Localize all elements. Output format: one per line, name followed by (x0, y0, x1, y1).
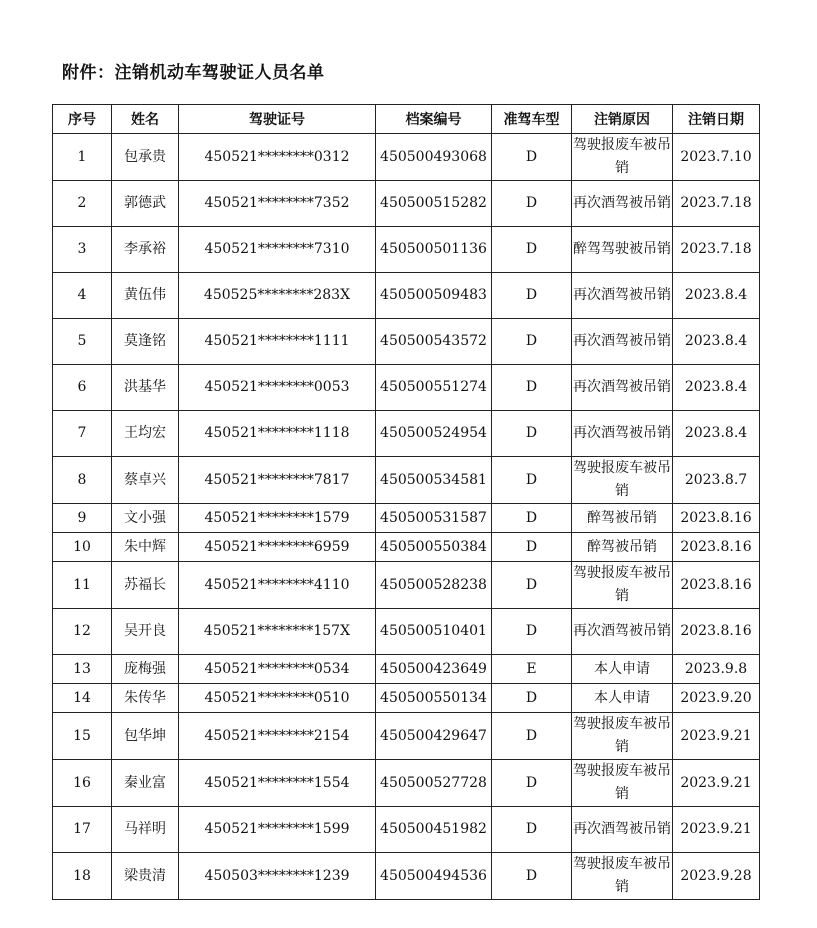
cell-file-no: 450500524954 (376, 411, 492, 457)
cell-reason: 再次酒驾被吊销 (572, 807, 673, 853)
cell-no: 6 (53, 365, 112, 411)
cell-date: 2023.7.18 (673, 227, 760, 273)
table-row (53, 684, 760, 713)
table-row (53, 273, 760, 319)
cell-reason: 驾驶报废车被吊销 (572, 457, 673, 504)
cell-license: 450521********0312 (179, 134, 376, 181)
cell-file-no: 450500494536 (376, 853, 492, 900)
cell-vehicle-class: D (492, 807, 572, 853)
cell-no: 7 (53, 411, 112, 457)
cell-name: 苏福长 (112, 562, 179, 609)
table-row (53, 807, 760, 853)
cell-file-no: 450500551274 (376, 365, 492, 411)
table-row (53, 609, 760, 655)
cell-name: 朱中辉 (112, 533, 179, 562)
table-row (53, 457, 760, 504)
cell-date: 2023.8.4 (673, 319, 760, 365)
cell-name: 朱传华 (112, 684, 179, 713)
cell-name: 洪基华 (112, 365, 179, 411)
cell-no: 5 (53, 319, 112, 365)
cell-file-no: 450500429647 (376, 713, 492, 760)
cell-vehicle-class: D (492, 562, 572, 609)
cell-vehicle-class: D (492, 365, 572, 411)
cell-no: 10 (53, 533, 112, 562)
cell-vehicle-class: D (492, 457, 572, 504)
cell-no: 18 (53, 853, 112, 900)
header-file-no: 档案编号 (376, 105, 492, 134)
cell-no: 13 (53, 655, 112, 684)
cell-vehicle-class: D (492, 273, 572, 319)
cell-file-no: 450500515282 (376, 181, 492, 227)
cell-vehicle-class: D (492, 853, 572, 900)
cell-file-no: 450500534581 (376, 457, 492, 504)
cell-date: 2023.8.7 (673, 457, 760, 504)
cell-name: 王均宏 (112, 411, 179, 457)
cell-date: 2023.8.4 (673, 273, 760, 319)
cell-reason: 本人申请 (572, 655, 673, 684)
cell-file-no: 450500543572 (376, 319, 492, 365)
cell-license: 450503********1239 (179, 853, 376, 900)
cell-license: 450521********0053 (179, 365, 376, 411)
table-row (53, 227, 760, 273)
cell-name: 秦业富 (112, 760, 179, 807)
cell-date: 2023.9.8 (673, 655, 760, 684)
table-row (53, 411, 760, 457)
page-title: 附件：注销机动车驾驶证人员名单 (62, 63, 325, 83)
header-name: 姓名 (112, 105, 179, 134)
cell-no: 12 (53, 609, 112, 655)
table-row (53, 760, 760, 807)
cell-reason: 驾驶报废车被吊销 (572, 853, 673, 900)
cell-name: 蔡卓兴 (112, 457, 179, 504)
cell-license: 450521********1554 (179, 760, 376, 807)
cell-date: 2023.7.10 (673, 134, 760, 181)
header-no: 序号 (53, 105, 112, 134)
cell-name: 包华坤 (112, 713, 179, 760)
cell-license: 450521********4110 (179, 562, 376, 609)
table-row (53, 853, 760, 900)
table-row (53, 319, 760, 365)
cell-no: 11 (53, 562, 112, 609)
table-row (53, 365, 760, 411)
cell-name: 吴开良 (112, 609, 179, 655)
cell-license: 450521********2154 (179, 713, 376, 760)
revocation-table (52, 104, 760, 900)
cell-vehicle-class: E (492, 655, 572, 684)
cell-reason: 驾驶报废车被吊销 (572, 760, 673, 807)
cell-file-no: 450500528238 (376, 562, 492, 609)
header-license: 驾驶证号 (179, 105, 376, 134)
table-row (53, 134, 760, 181)
cell-no: 9 (53, 504, 112, 533)
cell-vehicle-class: D (492, 760, 572, 807)
cell-name: 包承贵 (112, 134, 179, 181)
table-row (53, 504, 760, 533)
cell-reason: 本人申请 (572, 684, 673, 713)
cell-no: 3 (53, 227, 112, 273)
table-row (53, 655, 760, 684)
cell-no: 2 (53, 181, 112, 227)
cell-no: 8 (53, 457, 112, 504)
cell-license: 450521********7310 (179, 227, 376, 273)
cell-name: 马祥明 (112, 807, 179, 853)
header-date: 注销日期 (673, 105, 760, 134)
cell-license: 450521********1111 (179, 319, 376, 365)
table-row (53, 533, 760, 562)
table-row (53, 562, 760, 609)
cell-file-no: 450500501136 (376, 227, 492, 273)
cell-reason: 再次酒驾被吊销 (572, 365, 673, 411)
cell-date: 2023.9.21 (673, 807, 760, 853)
cell-reason: 驾驶报废车被吊销 (572, 562, 673, 609)
cell-vehicle-class: D (492, 609, 572, 655)
cell-date: 2023.8.16 (673, 609, 760, 655)
cell-date: 2023.7.18 (673, 181, 760, 227)
cell-no: 15 (53, 713, 112, 760)
cell-reason: 再次酒驾被吊销 (572, 411, 673, 457)
cell-file-no: 450500451982 (376, 807, 492, 853)
cell-name: 文小强 (112, 504, 179, 533)
cell-date: 2023.8.16 (673, 533, 760, 562)
cell-vehicle-class: D (492, 227, 572, 273)
cell-file-no: 450500493068 (376, 134, 492, 181)
cell-file-no: 450500550384 (376, 533, 492, 562)
cell-name: 莫逢铭 (112, 319, 179, 365)
cell-vehicle-class: D (492, 504, 572, 533)
cell-license: 450521********0534 (179, 655, 376, 684)
cell-license: 450521********1579 (179, 504, 376, 533)
cell-vehicle-class: D (492, 684, 572, 713)
cell-file-no: 450500550134 (376, 684, 492, 713)
cell-name: 梁贵清 (112, 853, 179, 900)
cell-name: 李承裕 (112, 227, 179, 273)
cell-date: 2023.8.16 (673, 562, 760, 609)
cell-file-no: 450500527728 (376, 760, 492, 807)
cell-reason: 驾驶报废车被吊销 (572, 134, 673, 181)
cell-file-no: 450500531587 (376, 504, 492, 533)
cell-name: 庞梅强 (112, 655, 179, 684)
header-reason: 注销原因 (572, 105, 673, 134)
cell-name: 郭德武 (112, 181, 179, 227)
table-row (53, 713, 760, 760)
cell-license: 450521********6959 (179, 533, 376, 562)
cell-date: 2023.9.28 (673, 853, 760, 900)
cell-no: 4 (53, 273, 112, 319)
cell-reason: 再次酒驾被吊销 (572, 273, 673, 319)
cell-date: 2023.8.4 (673, 411, 760, 457)
cell-date: 2023.9.21 (673, 713, 760, 760)
cell-vehicle-class: D (492, 319, 572, 365)
cell-vehicle-class: D (492, 134, 572, 181)
cell-no: 17 (53, 807, 112, 853)
cell-license: 450521********7817 (179, 457, 376, 504)
cell-reason: 醉驾驾驶被吊销 (572, 227, 673, 273)
cell-date: 2023.8.4 (673, 365, 760, 411)
cell-no: 16 (53, 760, 112, 807)
cell-reason: 醉驾被吊销 (572, 504, 673, 533)
cell-license: 450521********0510 (179, 684, 376, 713)
cell-license: 450525********283X (179, 273, 376, 319)
cell-reason: 再次酒驾被吊销 (572, 181, 673, 227)
cell-vehicle-class: D (492, 411, 572, 457)
table-row (53, 181, 760, 227)
cell-license: 450521********1118 (179, 411, 376, 457)
header-vehicle-class: 准驾车型 (492, 105, 572, 134)
cell-license: 450521********7352 (179, 181, 376, 227)
cell-file-no: 450500509483 (376, 273, 492, 319)
cell-reason: 醉驾被吊销 (572, 533, 673, 562)
cell-license: 450521********1599 (179, 807, 376, 853)
cell-vehicle-class: D (492, 713, 572, 760)
table-header-row (53, 105, 760, 134)
cell-date: 2023.9.21 (673, 760, 760, 807)
cell-file-no: 450500510401 (376, 609, 492, 655)
cell-license: 450521********157X (179, 609, 376, 655)
cell-no: 14 (53, 684, 112, 713)
cell-reason: 驾驶报废车被吊销 (572, 713, 673, 760)
cell-name: 黄伍伟 (112, 273, 179, 319)
cell-date: 2023.9.20 (673, 684, 760, 713)
cell-file-no: 450500423649 (376, 655, 492, 684)
cell-reason: 再次酒驾被吊销 (572, 609, 673, 655)
cell-date: 2023.8.16 (673, 504, 760, 533)
cell-no: 1 (53, 134, 112, 181)
cell-vehicle-class: D (492, 181, 572, 227)
cell-reason: 再次酒驾被吊销 (572, 319, 673, 365)
cell-vehicle-class: D (492, 533, 572, 562)
